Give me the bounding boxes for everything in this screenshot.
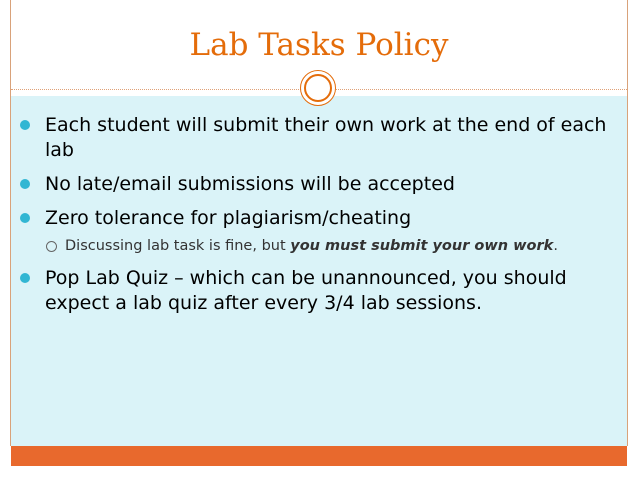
bullet-item-zero-tolerance <box>18 206 618 231</box>
sub-bullet-circle-icon <box>46 241 57 252</box>
bullet-dot-icon <box>20 213 30 223</box>
sub-bullet-item-discussing <box>18 236 618 256</box>
bullet-list <box>18 113 618 325</box>
bullet-item-pop-lab-quiz <box>18 266 618 316</box>
bottom-accent-bar <box>11 446 627 466</box>
frame-right-border <box>627 0 628 446</box>
circle-ornament-inner <box>304 74 332 102</box>
bullet-text: Zero tolerance for plagiarism/cheating <box>45 207 412 229</box>
sub-bullet-emphasis: you must submit your own work <box>290 238 554 254</box>
bullet-dot-icon <box>20 179 30 189</box>
bullet-item-submit-own-work <box>18 113 618 163</box>
bullet-dot-icon <box>20 120 30 130</box>
sub-bullet-text-post: . <box>553 238 558 254</box>
sub-bullet-text-pre: Discussing lab task is fine, but <box>65 238 291 254</box>
bullet-item-no-late-submissions <box>18 172 618 197</box>
bullet-text: Pop Lab Quiz – which can be unannounced, you should expect a lab quiz after every 3/4 lab sessions. <box>45 267 567 314</box>
bullet-text: Each student will submit their own work at the end of each lab <box>45 114 607 161</box>
circle-ornament-icon <box>300 70 336 106</box>
bullet-dot-icon <box>20 273 30 283</box>
slide-title: Lab Tasks Policy <box>189 27 449 63</box>
bullet-text: No late/email submissions will be accepted <box>45 173 455 195</box>
